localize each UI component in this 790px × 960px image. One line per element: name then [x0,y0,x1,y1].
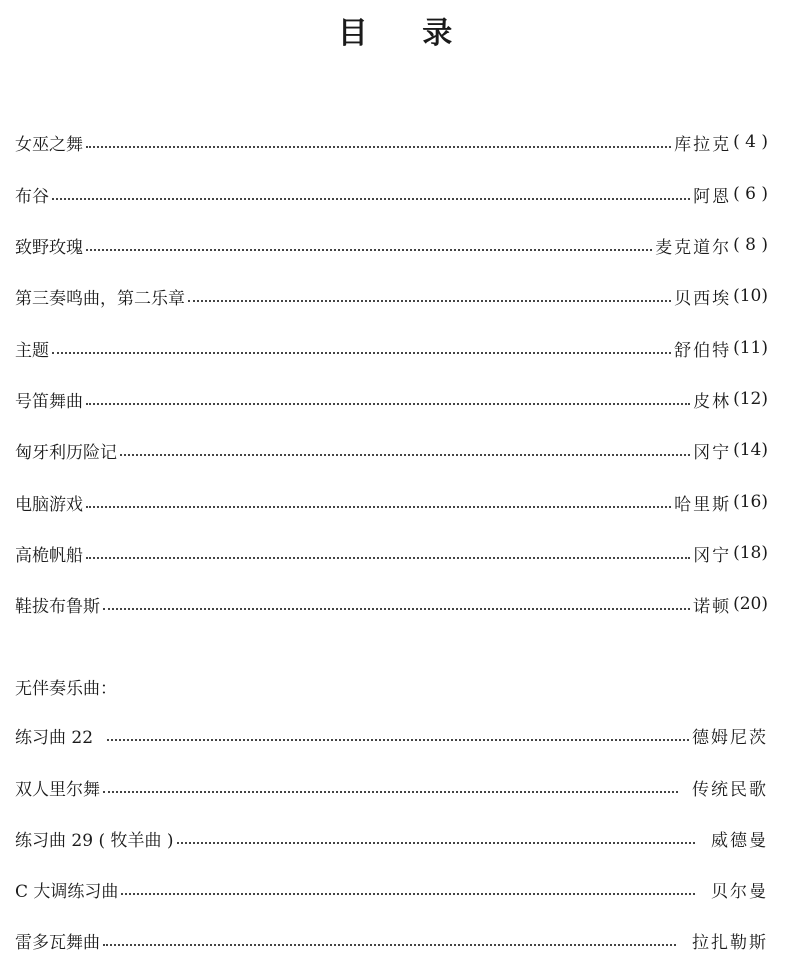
toc-entry-composer: 德姆尼茨 [692,727,768,748]
toc-entry-page: (18) [733,543,768,563]
section-heading: 无伴奏乐曲： [15,679,117,699]
toc-entry-composer: 冈宁 [693,442,732,463]
toc-entry[interactable] [15,590,768,618]
toc-entry-page: (11) [733,338,768,358]
dot-leader [52,352,671,354]
toc-entry-title: 练习曲 29 ( 牧羊曲 ) [15,830,174,851]
toc-entry-title: 致野玫瑰 [15,237,83,258]
toc-entry-page: (20) [733,594,768,614]
toc-entry-page: (16) [733,492,768,512]
dot-leader [103,608,690,610]
toc-entry-title: 主题 [15,340,49,361]
toc-entry-composer: 冈宁 [693,545,732,566]
dot-leader [103,791,678,793]
toc-entry-composer: 阿恩 [693,186,732,207]
toc-entry-composer: 皮林 [693,391,732,412]
toc-entry-title: 鞋拔布鲁斯 [15,596,100,617]
toc-entry[interactable] [15,824,768,852]
dot-leader [86,146,671,148]
toc-entry-title: 雷多瓦舞曲 [15,932,100,953]
toc-entry-title: 第三奏鸣曲，第二乐章 [15,288,185,309]
toc-entry[interactable] [15,773,768,801]
toc-entry-title: 高桅帆船 [15,545,83,566]
toc-entry-title: 匈牙利历险记 [15,442,117,463]
toc-entry-composer: 诺顿 [693,596,732,617]
toc-entry-page: (14) [733,440,768,460]
toc-entry-title: 布谷 [15,186,49,207]
toc-entry-title: 练习曲 22 [15,727,94,748]
toc-entry-title: 号笛舞曲 [15,391,83,412]
toc-entry-composer: 舒伯特 [674,340,732,361]
toc-entry[interactable] [15,926,768,954]
dot-leader [121,893,695,895]
toc-entry-composer: 拉扎勒斯 [692,932,768,953]
toc-entry[interactable] [15,875,768,903]
toc-entry[interactable] [15,488,768,516]
toc-entry-composer: 威德曼 [711,830,768,851]
toc-entry-title: 电脑游戏 [15,494,83,515]
toc-entry[interactable] [15,334,768,362]
toc-entry-composer: 哈里斯 [674,494,732,515]
toc-entry-page: ( 6 ) [733,184,768,204]
toc-entry[interactable] [15,231,768,259]
toc-entry[interactable] [15,436,768,464]
dot-leader [86,249,652,251]
toc-entry-page: ( 4 ) [733,132,768,152]
toc-entry-title: 双人里尔舞 [15,779,100,800]
toc-entry-page: ( 8 ) [733,235,768,255]
dot-leader [188,300,671,302]
toc-entry-composer: 传统民歌 [692,779,768,800]
toc-entry-composer: 贝尔曼 [711,881,768,902]
toc-entry[interactable] [15,539,768,567]
dot-leader [177,842,695,844]
toc-entry-title: 女巫之舞 [15,134,83,155]
toc-entry-page: (10) [733,286,768,306]
dot-leader [86,403,690,405]
dot-leader [86,506,671,508]
toc-entry[interactable] [15,128,768,156]
toc-entry-title: C 大调练习曲 [15,881,119,902]
toc-entry[interactable] [15,282,768,310]
toc-entry[interactable] [15,180,768,208]
dot-leader [86,557,690,559]
dot-leader [120,454,690,456]
toc-entry-composer: 库拉克 [674,134,732,155]
toc-entry[interactable] [15,385,768,413]
page-title: 目 录 [337,16,475,51]
toc-entry-page: (12) [733,389,768,409]
dot-leader [52,198,690,200]
toc-entry-composer: 麦克道尔 [655,237,732,258]
dot-leader [103,944,676,946]
toc-entry[interactable] [15,721,768,749]
dot-leader [107,739,689,741]
toc-entry-composer: 贝西埃 [674,288,732,309]
